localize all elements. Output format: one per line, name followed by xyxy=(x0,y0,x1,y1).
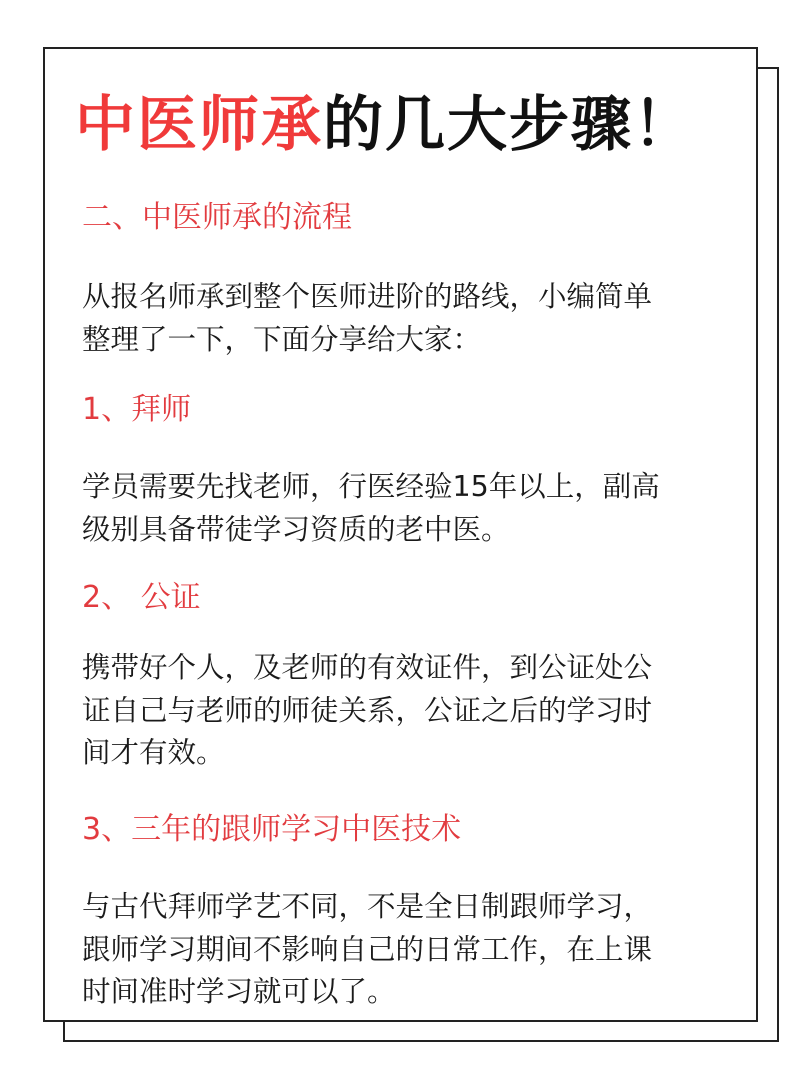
step-paragraph xyxy=(82,647,652,775)
text-line: 跟师学习期间不影响自己的日常工作，在上课 xyxy=(82,932,653,966)
text-line: 从报名师承到整个医师进阶的路线，小编简单 xyxy=(82,280,653,313)
step-heading: 1、拜师 xyxy=(82,392,192,427)
step-heading: 3、三年的跟师学习中医技术 xyxy=(82,812,462,847)
step-paragraph xyxy=(82,466,660,551)
step-paragraph xyxy=(82,886,652,1014)
title-rest: 的几大步骤！ xyxy=(323,90,695,160)
intro-paragraph xyxy=(82,276,652,361)
text-line: 间才有效。 xyxy=(82,736,225,769)
text-line: 证自己与老师的师徒关系，公证之后的学习时 xyxy=(82,693,653,727)
page-title xyxy=(75,90,695,160)
text-line: 携带好个人，及老师的有效证件，到公证处公 xyxy=(82,651,653,684)
text-line: 整理了一下，下面分享给大家： xyxy=(82,322,482,356)
text-line: 级别具备带徒学习资质的老中医。 xyxy=(82,512,510,546)
text-line: 学员需要先找老师，行医经验15年以上，副高 xyxy=(82,470,660,503)
step-heading: 2、 公证 xyxy=(82,580,201,615)
text-line: 时间准时学习就可以了。 xyxy=(82,975,396,1008)
title-highlight: 中医师承 xyxy=(75,90,323,160)
text-line: 与古代拜师学艺不同，不是全日制跟师学习， xyxy=(82,890,653,923)
section-heading: 二、中医师承的流程 xyxy=(82,200,352,235)
